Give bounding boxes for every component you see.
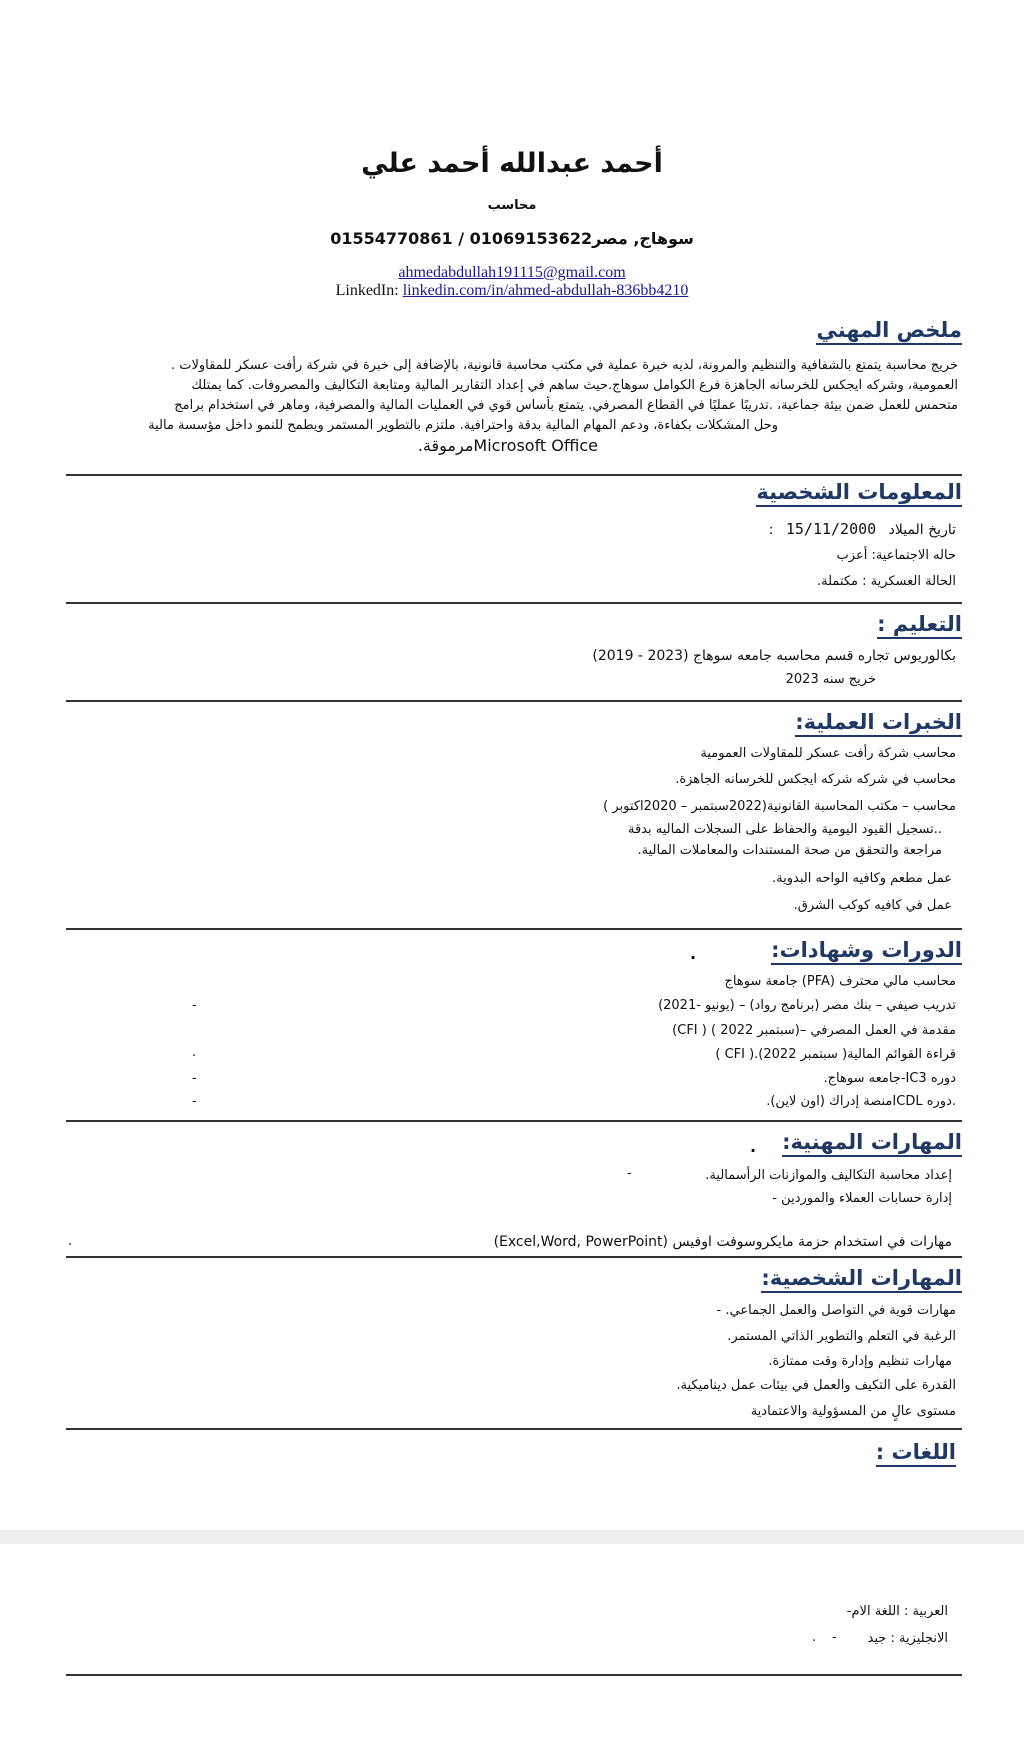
- birth-colon: :: [768, 522, 774, 538]
- experience-item: محاسب في شركه شركه ايجكس للخرسانه الجاهزة.: [675, 772, 956, 787]
- experience-item: ..تسجيل القيود اليومية والحفاظ على السجلات الماليه بدقة: [628, 822, 942, 837]
- marital-status: حاله الاجتماعية: أعزب: [836, 548, 956, 563]
- degree-line: بكالوريوس تجاره قسم محاسبه جامعه سوهاج (2023 - 2019): [592, 648, 956, 664]
- summary-heading: ملخص المهني: [816, 318, 962, 345]
- email-link[interactable]: ahmedabdullah191115@gmail.com: [398, 264, 626, 281]
- course-item: مقدمة في العمل المصرفي –(سبتمبر 2022 ) ( CFI): [672, 1023, 956, 1038]
- graduation-line: خريج سنه 2023: [785, 672, 876, 687]
- birth-value: 15/11/2000: [785, 520, 877, 538]
- summary-line: متحمس للعمل ضمن بيئة جماعية، .تدريبًا عمليًا في القطاع المصرفي. يتمتع بأساس قوي في العمليات المالية والمصرفية، وماهر في استخدام برامج: [174, 398, 958, 413]
- summary-line: وحل المشكلات بكفاءة، ودعم المهام المالية بدقة واحترافية. ملتزم بالتطوير المستمر ويطمح للنمو داخل مؤسسة مالية: [148, 418, 778, 433]
- professional-skill-item: إعداد محاسبة التكاليف والموازنات الرأسمالية.: [705, 1168, 952, 1183]
- language-item: العربية : اللغة الام-: [846, 1604, 948, 1619]
- military-status: الحالة العسكرية : مكتملة.: [816, 574, 956, 589]
- candidate-name: أحمد عبدالله أحمد علي: [361, 148, 663, 179]
- education-heading: التعليم :: [877, 612, 962, 639]
- courses-heading: الدورات وشهادات:: [771, 938, 962, 965]
- location-phone: سوهاج, مصر01069153622 / 01554770861: [330, 229, 694, 248]
- languages-heading: اللغات :: [876, 1440, 956, 1467]
- course-item: .دوره ICDLمنصة إدراك (اون لاين).: [766, 1094, 956, 1109]
- course-item: محاسب مالي محترف (PFA) جامعة سوهاج: [724, 974, 956, 989]
- personal-skills-heading: المهارات الشخصية:: [761, 1266, 962, 1293]
- course-marker: -: [192, 998, 197, 1013]
- section-divider: [66, 1428, 962, 1430]
- linkedin-line: [0, 282, 1024, 300]
- experience-item: عمل مطعم وكافيه الواحه البدوية.: [772, 871, 952, 886]
- course-marker: -: [192, 1094, 197, 1109]
- professional-skill-item: إدارة حسابات العملاء والموردين -: [772, 1191, 952, 1206]
- personal-skill-item: مهارات قوية في التواصل والعمل الجماعي. -: [716, 1303, 956, 1318]
- section-divider: [66, 1256, 962, 1258]
- course-item: دوره IC3-جامعه سوهاج.: [823, 1071, 956, 1086]
- experience-item: محاسب شركة رأفت عسكر للمقاولات العمومية: [700, 746, 956, 761]
- skill-marker: -: [627, 1166, 632, 1181]
- skill-marker: .: [68, 1234, 73, 1249]
- course-marker: .: [192, 1045, 197, 1060]
- courses-heading-dot: .: [690, 944, 697, 963]
- resume-page-2: [0, 1544, 1024, 1757]
- experience-item: مراجعة والتحقق من صحة المستندات والمعاملات المالية.: [637, 843, 942, 858]
- linkedin-label: LinkedIn:: [335, 282, 399, 299]
- course-item: تدريب صيفي – بنك مصر (برنامج رواد) – (يونيو -2021): [658, 998, 956, 1013]
- experience-item: محاسب – مكتب المحاسبة القانونية(2022سبتمبر – 2020اكتوبر ): [603, 799, 956, 814]
- personal-heading: المعلومات الشخصية: [756, 480, 962, 507]
- personal-skill-item: الرغبة في التعلم والتطوير الذاتي المستمر.: [727, 1329, 956, 1344]
- page-break: [0, 1530, 1024, 1544]
- section-divider: [66, 1120, 962, 1122]
- course-marker: -: [192, 1071, 197, 1086]
- section-divider: [66, 602, 962, 604]
- summary-line: خريج محاسبة يتمتع بالشفافية والتنظيم والمرونة، لديه خبرة عملية في مكتب محاسبة قانونية، بالإضافة إلى خبرة في شركة رأفت عسكر للمقاولات .: [170, 358, 958, 373]
- professional-skills-heading: المهارات المهنية:: [782, 1130, 962, 1157]
- linkedin-link[interactable]: linkedin.com/in/ahmed-abdullah-836bb4210: [402, 282, 689, 299]
- section-divider: [66, 928, 962, 930]
- summary-line: Microsoft Officeمرموقة.: [417, 436, 598, 455]
- experience-heading: الخبرات العملية:: [795, 710, 962, 737]
- summary-text: [68, 356, 958, 456]
- experience-item: عمل في كافيه كوكب الشرق.: [793, 898, 952, 913]
- section-divider: [66, 1674, 962, 1676]
- personal-skill-item: القدرة على التكيف والعمل في بيئات عمل ديناميكية.: [676, 1378, 956, 1393]
- section-divider: [66, 474, 962, 476]
- personal-skill-item: مستوى عالٍ من المسؤولية والاعتمادية: [750, 1404, 956, 1419]
- professional-skill-item: مهارات في استخدام حزمة مايكروسوفت اوفيس (Excel,Word, PowerPoint): [493, 1234, 952, 1250]
- section-divider: [66, 700, 962, 702]
- language-item: الانجليزية : جيد: [867, 1631, 948, 1646]
- birth-label: تاريخ الميلاد: [888, 522, 956, 538]
- language-marker: -: [832, 1630, 837, 1645]
- job-title: محاسب: [487, 198, 537, 213]
- language-marker: .: [812, 1630, 817, 1645]
- personal-skill-item: مهارات تنظيم وإدارة وقت ممتازة.: [768, 1354, 952, 1369]
- course-item: قراءة القوائم المالية( سبتمبر 2022).( CFI ): [715, 1047, 956, 1062]
- professional-skills-heading-dot: .: [750, 1137, 757, 1156]
- birth-date-row: [769, 520, 956, 538]
- summary-line: العمومية، وشركه ايجكس للخرسانه الجاهزة فرع الكوامل سوهاج.حيث ساهم في إعداد التقارير المالية ومتابعة التكاليف والمصروفات. كما يمتلك: [191, 378, 958, 393]
